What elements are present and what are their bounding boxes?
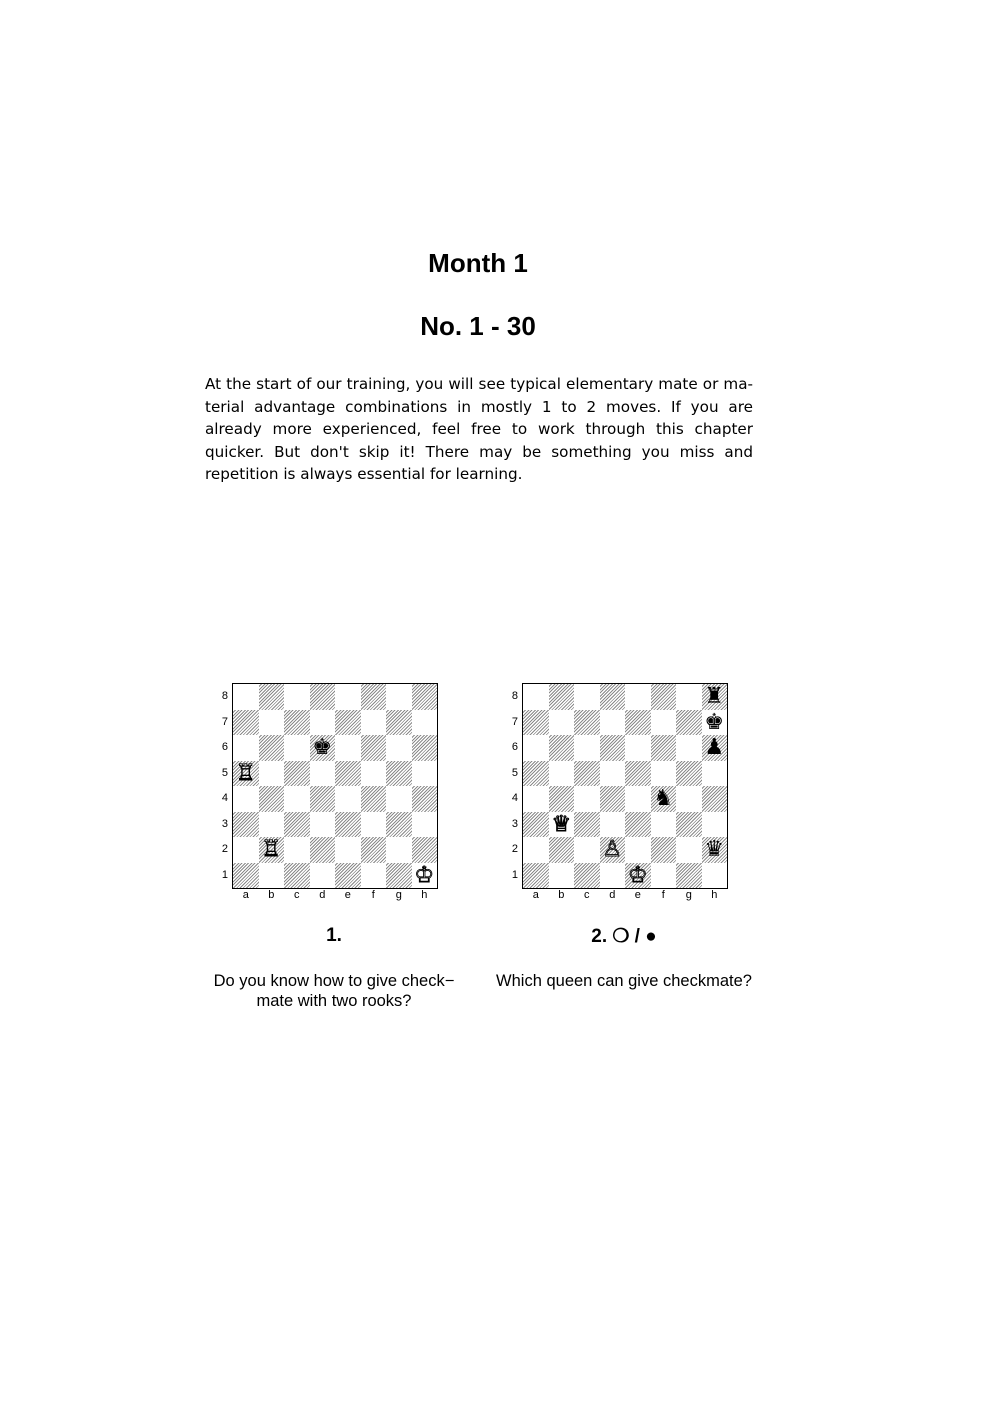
board-square [310, 863, 336, 889]
board-square [386, 710, 412, 736]
board-square [676, 735, 702, 761]
white-queen-icon: ♕ [551, 811, 572, 837]
file-label: e [344, 889, 351, 901]
board-square [651, 684, 677, 710]
board-square [284, 735, 310, 761]
board-square [549, 684, 575, 710]
board-square [386, 812, 412, 838]
board-square [310, 710, 336, 736]
board-square [259, 710, 285, 736]
board-square [625, 710, 651, 736]
board-square [310, 812, 336, 838]
chess-board [522, 683, 728, 889]
rank-label: 3 [511, 817, 518, 830]
board-square [361, 710, 387, 736]
board-square [574, 735, 600, 761]
board-square [523, 863, 549, 889]
board-square [259, 735, 285, 761]
rank-label: 1 [221, 868, 228, 881]
board-square [523, 735, 549, 761]
board-square [412, 684, 438, 710]
board-square [361, 761, 387, 787]
board-square [284, 761, 310, 787]
diagram-number: 1. [326, 925, 342, 946]
board-square [574, 837, 600, 863]
caption-line: Do you know how to give check− [213, 972, 455, 990]
page-subtitle: No. 1 - 30 [420, 311, 536, 341]
rank-label: 8 [511, 690, 518, 702]
file-label: f [371, 889, 375, 901]
board-square [335, 735, 361, 761]
board-square [625, 812, 651, 838]
board-square [676, 710, 702, 736]
file-label: g [395, 889, 402, 901]
board-square [549, 710, 575, 736]
rank-label: 2 [221, 843, 228, 855]
board-square [335, 761, 361, 787]
board-square [574, 761, 600, 787]
board-square [574, 684, 600, 710]
board-square [625, 786, 651, 812]
board-square [233, 735, 259, 761]
board-square [702, 863, 728, 889]
board-square [702, 812, 728, 838]
board-square [361, 863, 387, 889]
rank-label: 2 [511, 843, 518, 855]
board-square [412, 812, 438, 838]
board-square [600, 863, 626, 889]
board-square [386, 837, 412, 863]
board-square [361, 837, 387, 863]
board-square [600, 761, 626, 787]
chess-board [232, 683, 438, 889]
file-label: c [294, 889, 300, 901]
board-square [412, 761, 438, 787]
board-square [600, 684, 626, 710]
file-label: c [584, 889, 590, 901]
page-title: Month 1 [428, 248, 528, 278]
board-square [233, 812, 259, 838]
board-square [676, 812, 702, 838]
file-label: b [558, 889, 565, 901]
board-square [386, 735, 412, 761]
board-square [412, 786, 438, 812]
board-square [574, 812, 600, 838]
rank-label: 4 [221, 792, 228, 804]
board-square [523, 684, 549, 710]
board-square [523, 761, 549, 787]
board-square [412, 837, 438, 863]
board-square [284, 710, 310, 736]
board-square [523, 786, 549, 812]
board-square [335, 710, 361, 736]
white-rook-icon: ♖ [235, 760, 256, 786]
board-square [600, 710, 626, 736]
file-label: h [711, 889, 718, 901]
board-square [284, 863, 310, 889]
board-square [233, 786, 259, 812]
board-square [676, 684, 702, 710]
black-queen-icon: ♛ [704, 837, 725, 862]
board-square [233, 684, 259, 710]
board-square [310, 761, 336, 787]
board-square [386, 761, 412, 787]
file-label: d [609, 889, 616, 901]
board-square [233, 710, 259, 736]
file-label: b [268, 889, 275, 901]
board-square [284, 837, 310, 863]
board-square [625, 735, 651, 761]
board-square [310, 684, 336, 710]
board-square [386, 786, 412, 812]
board-square [574, 710, 600, 736]
board-square [284, 786, 310, 812]
board-square [284, 812, 310, 838]
board-square [549, 863, 575, 889]
board-square [625, 837, 651, 863]
board-square [549, 786, 575, 812]
black-king-icon: ♚ [704, 709, 725, 735]
board-square [651, 710, 677, 736]
file-label: g [685, 889, 692, 901]
white-king-icon: ♔ [414, 862, 435, 888]
board-square [676, 837, 702, 863]
board-square [361, 786, 387, 812]
board-square [361, 684, 387, 710]
board-square [574, 863, 600, 889]
board-square [361, 812, 387, 838]
white-rook-icon: ♖ [261, 837, 282, 862]
board-square [702, 761, 728, 787]
board-square [523, 710, 549, 736]
board-square [386, 863, 412, 889]
board-square [259, 812, 285, 838]
diagram-caption [480, 971, 768, 991]
file-label: h [421, 889, 428, 901]
black-king-icon: ♚ [312, 735, 333, 760]
caption-line: Which queen can give checkmate? [496, 972, 752, 990]
file-label: d [319, 889, 326, 901]
board-square [335, 684, 361, 710]
board-square [310, 837, 336, 863]
board-square [523, 812, 549, 838]
file-label: a [242, 889, 249, 901]
board-square [361, 735, 387, 761]
board-square [651, 837, 677, 863]
board-square [386, 684, 412, 710]
board-square [259, 863, 285, 889]
board-square [702, 786, 728, 812]
board-square [651, 735, 677, 761]
rank-label: 5 [511, 766, 518, 779]
board-square [259, 761, 285, 787]
diagram-number: 2. ❍ / ● [591, 926, 657, 947]
board-square [676, 761, 702, 787]
black-rook-icon: ♜ [704, 684, 725, 709]
rank-label: 6 [221, 741, 228, 753]
board-square [412, 710, 438, 736]
rank-label: 7 [221, 715, 228, 728]
white-king-icon: ♔ [627, 862, 648, 888]
board-square [625, 761, 651, 787]
board-square [335, 786, 361, 812]
board-square [600, 735, 626, 761]
rank-label: 7 [511, 715, 518, 728]
board-square [574, 786, 600, 812]
board-square [600, 786, 626, 812]
rank-label: 4 [511, 792, 518, 804]
file-label: e [634, 889, 641, 901]
board-square [284, 684, 310, 710]
diagram-caption [196, 971, 472, 1011]
board-square [651, 863, 677, 889]
board-square [676, 786, 702, 812]
board-square [259, 786, 285, 812]
white-pawn-icon: ♙ [602, 837, 623, 862]
board-square [600, 812, 626, 838]
board-square [335, 812, 361, 838]
board-square [549, 837, 575, 863]
board-square [412, 735, 438, 761]
file-label: a [532, 889, 539, 901]
board-square [310, 786, 336, 812]
board-square [335, 863, 361, 889]
board-square [651, 812, 677, 838]
black-pawn-icon: ♟ [704, 735, 725, 760]
board-square [259, 684, 285, 710]
board-square [233, 837, 259, 863]
board-square [676, 863, 702, 889]
board-square [549, 735, 575, 761]
board-square [523, 837, 549, 863]
black-knight-icon: ♞ [653, 786, 674, 811]
intro-paragraph: At the start of our training, you will see typical elementary mate or material advantage combinations in mostly 1 to 2 moves. If you are already more experienced, feel free to work through this chapter quicker. But don't skip it! There may be something you miss and repetition is always essential for learning. [205, 375, 753, 483]
board-square [625, 684, 651, 710]
file-label: f [661, 889, 665, 901]
board-square [651, 761, 677, 787]
rank-label: 5 [221, 766, 228, 779]
rank-label: 6 [511, 741, 518, 753]
board-square [335, 837, 361, 863]
caption-line: mate with two rooks? [256, 992, 412, 1010]
rank-label: 8 [221, 690, 228, 702]
rank-label: 3 [221, 817, 228, 830]
board-square [233, 863, 259, 889]
rank-label: 1 [511, 868, 518, 881]
board-square [549, 761, 575, 787]
